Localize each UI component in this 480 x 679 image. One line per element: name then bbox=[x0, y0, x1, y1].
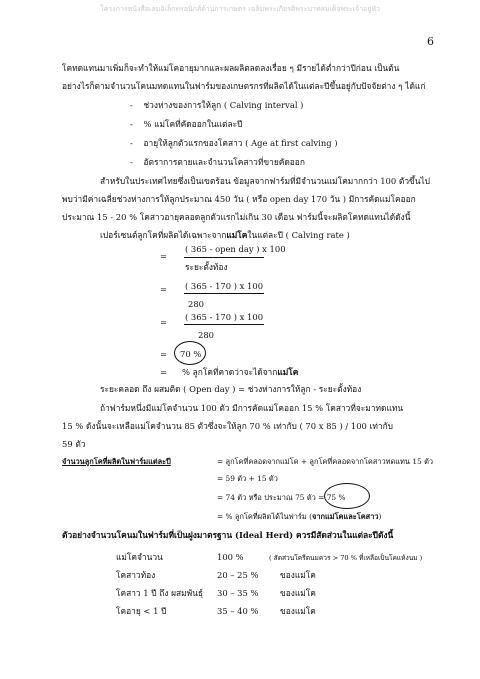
text: % ลูกโคที่คาดว่าจะได้จาก bbox=[182, 367, 278, 377]
para1-line1: โคทดแทนมาเพิ่มก็จะทำให้แม่โคอายุมากและผลผลิตลดลงเรื่อย ๆ มีรายได้ต่ำกว่าปีก่อน เป็นต้น bbox=[62, 63, 400, 73]
equals-sign: = bbox=[160, 251, 168, 261]
list-item-text: % แม่โคที่คัดออกในแต่ละปี bbox=[143, 119, 243, 129]
para2-line4 bbox=[100, 229, 350, 241]
row-label: โคอายุ < 1 ปี bbox=[116, 606, 167, 616]
list-item: - ช่วงห่างของการให้ลูก ( Calving interval ) bbox=[130, 100, 304, 110]
fraction-denominator: 280 bbox=[198, 330, 214, 340]
row-label: โคสาวท้อง bbox=[116, 570, 156, 580]
text: ) bbox=[378, 512, 382, 521]
row-note: ของแม่โค bbox=[280, 588, 316, 598]
text: เปอร์เซนต์ลูกโคที่ผลิตได้เฉพาะจาก bbox=[100, 230, 227, 240]
calc-result: 75 % bbox=[326, 493, 346, 502]
fraction-bar bbox=[184, 257, 264, 258]
list-item-text: อายุให้ลูกตัวแรกของโคสาว ( Age at first calving ) bbox=[143, 138, 338, 148]
row-note: ของแม่โค bbox=[280, 570, 316, 580]
equals-sign: = bbox=[160, 284, 168, 294]
list-item-text: ช่วงห่างของการให้ลูก ( Calving interval ) bbox=[143, 100, 304, 110]
fraction-bar bbox=[184, 324, 264, 325]
equals-sign: = bbox=[160, 349, 168, 359]
para2-line1: สำหรับในประเทศไทยซึ่งเป็นเขตร้อน ข้อมูลจากฟาร์มที่มีจำนวนแม่โคมากกว่า 100 ตัวขึ้นไป bbox=[100, 176, 430, 186]
list-item: - % แม่โคที่คัดออกในแต่ละปี bbox=[130, 119, 243, 129]
fraction-numerator: ( 365 - open day ) x 100 bbox=[185, 244, 286, 254]
row-note: ( สัดส่วนโครีดนมควร > 70 % ที่เหลือเป็นโคแห้งนม ) bbox=[269, 554, 423, 562]
fraction-denominator: 280 bbox=[188, 299, 204, 309]
row-value: 100 % bbox=[217, 552, 244, 562]
calc-row bbox=[217, 511, 381, 523]
para1-line2: อย่างไรก็ตามจำนวนโคนมทดแทนในฟาร์มของเกษตรกรที่ผลิตได้ในแต่ละปีขึ้นอยู่กับปัจจัยต่าง ๆ ได้แก่ bbox=[62, 81, 426, 91]
bold-text: แม่โค bbox=[277, 367, 299, 377]
fraction-denominator: ระยะตั้งท้อง bbox=[185, 262, 228, 272]
row-value: 30 – 35 % bbox=[217, 588, 259, 598]
para3-line2: 15 % ดังนั้นจะเหลือแม่โคจำนวน 85 ตัวซึ่งจะให้ลูก 70 % เท่ากับ ( 70 x 85 ) / 100 เท่ากับ bbox=[62, 421, 393, 431]
bold-text: แม่โค bbox=[226, 230, 248, 240]
highlight-circle bbox=[324, 483, 370, 509]
para3-line1: ถ้าฟาร์มหนึ่งมีแม่โคจำนวน 100 ตัว มีการคัดแม่โคออก 15 % โคสาวที่จะมาทดแทน bbox=[100, 403, 404, 413]
calving-rate-result: 70 % bbox=[180, 349, 202, 359]
page-number: 6 bbox=[427, 35, 434, 48]
list-item: - อายุให้ลูกตัวแรกของโคสาว ( Age at first calving ) bbox=[130, 138, 338, 148]
highlight-circle bbox=[174, 341, 206, 365]
row-value: 20 – 25 % bbox=[217, 570, 259, 580]
fraction-numerator: ( 365 - 170 ) x 100 bbox=[185, 281, 264, 291]
list-item: - อัตราการตายและจำนวนโคสาวที่ขายคัดออก bbox=[130, 157, 305, 167]
list-item-text: อัตราการตายและจำนวนโคสาวที่ขายคัดออก bbox=[143, 157, 305, 167]
fraction-numerator: ( 365 - 170 ) x 100 bbox=[185, 312, 264, 322]
fraction-bar bbox=[184, 293, 264, 294]
calc-row: = 59 ตัว + 15 ตัว bbox=[217, 474, 278, 483]
open-day-definition: ระยะคลอด ถึง ผสมติด ( Open day ) = ช่วงห่างการให้ลูก - ระยะตั้งท้อง bbox=[100, 384, 362, 394]
para2-line2: พบว่ามีค่าเฉลี่ยช่วงห่างการให้ลูกประมาณ 450 วัน ( หรือ open day 170 วัน ) มีการคัดแม่โคออก bbox=[62, 194, 416, 204]
header-watermark: โครงการหนังสือเล่มอิเล็กทรอนิกส์ด้านการเกษตร เฉลิมพระเกียรติพระบาทสมเด็จพระเจ้าอยู่หัว bbox=[100, 5, 380, 13]
calc-row: = ลูกโคที่คลอดจากแม่โค + ลูกโคที่คลอดจากโคสาวทดแทน 15 ตัว bbox=[217, 457, 434, 466]
row-label: โคสาว 1 ปี ถึง ผสมพันธุ์ bbox=[116, 588, 203, 598]
equals-sign: = bbox=[160, 317, 168, 327]
calc-label: จำนวนลูกโคที่ผลิตในฟาร์มแต่ละปี bbox=[62, 457, 171, 466]
text: ในแต่ละปี ( Calving rate ) bbox=[247, 230, 350, 240]
row-note: ของแม่โค bbox=[280, 606, 316, 616]
text: = 74 ตัว หรือ ประมาณ 75 ตัว = bbox=[217, 493, 325, 502]
result-note bbox=[182, 366, 298, 378]
row-label: แม่โคจำนวน bbox=[116, 552, 163, 562]
para2-line3: ประมาณ 15 - 20 % โคสาวอายุคลอดลูกตัวแรกไม่เกิน 30 เดือน ฟาร์มนี้จะผลิตโคทดแทนได้ดังนี้ bbox=[62, 212, 411, 222]
ideal-herd-heading: ตัวอย่างจำนวนโคนมในฟาร์มที่เป็นฝูงมาตรฐาน (Ideal Herd) ควรมีสัดส่วนในแต่ละปีดังนี้ bbox=[62, 530, 394, 540]
para3-line3: 59 ตัว bbox=[62, 439, 86, 449]
text: = % ลูกโคที่ผลิตได้ในฟาร์ม ( bbox=[217, 512, 312, 521]
equals-sign: = bbox=[160, 367, 168, 377]
row-value: 35 – 40 % bbox=[217, 606, 259, 616]
bold-text: จากแม่โคและโคสาว bbox=[312, 512, 379, 521]
